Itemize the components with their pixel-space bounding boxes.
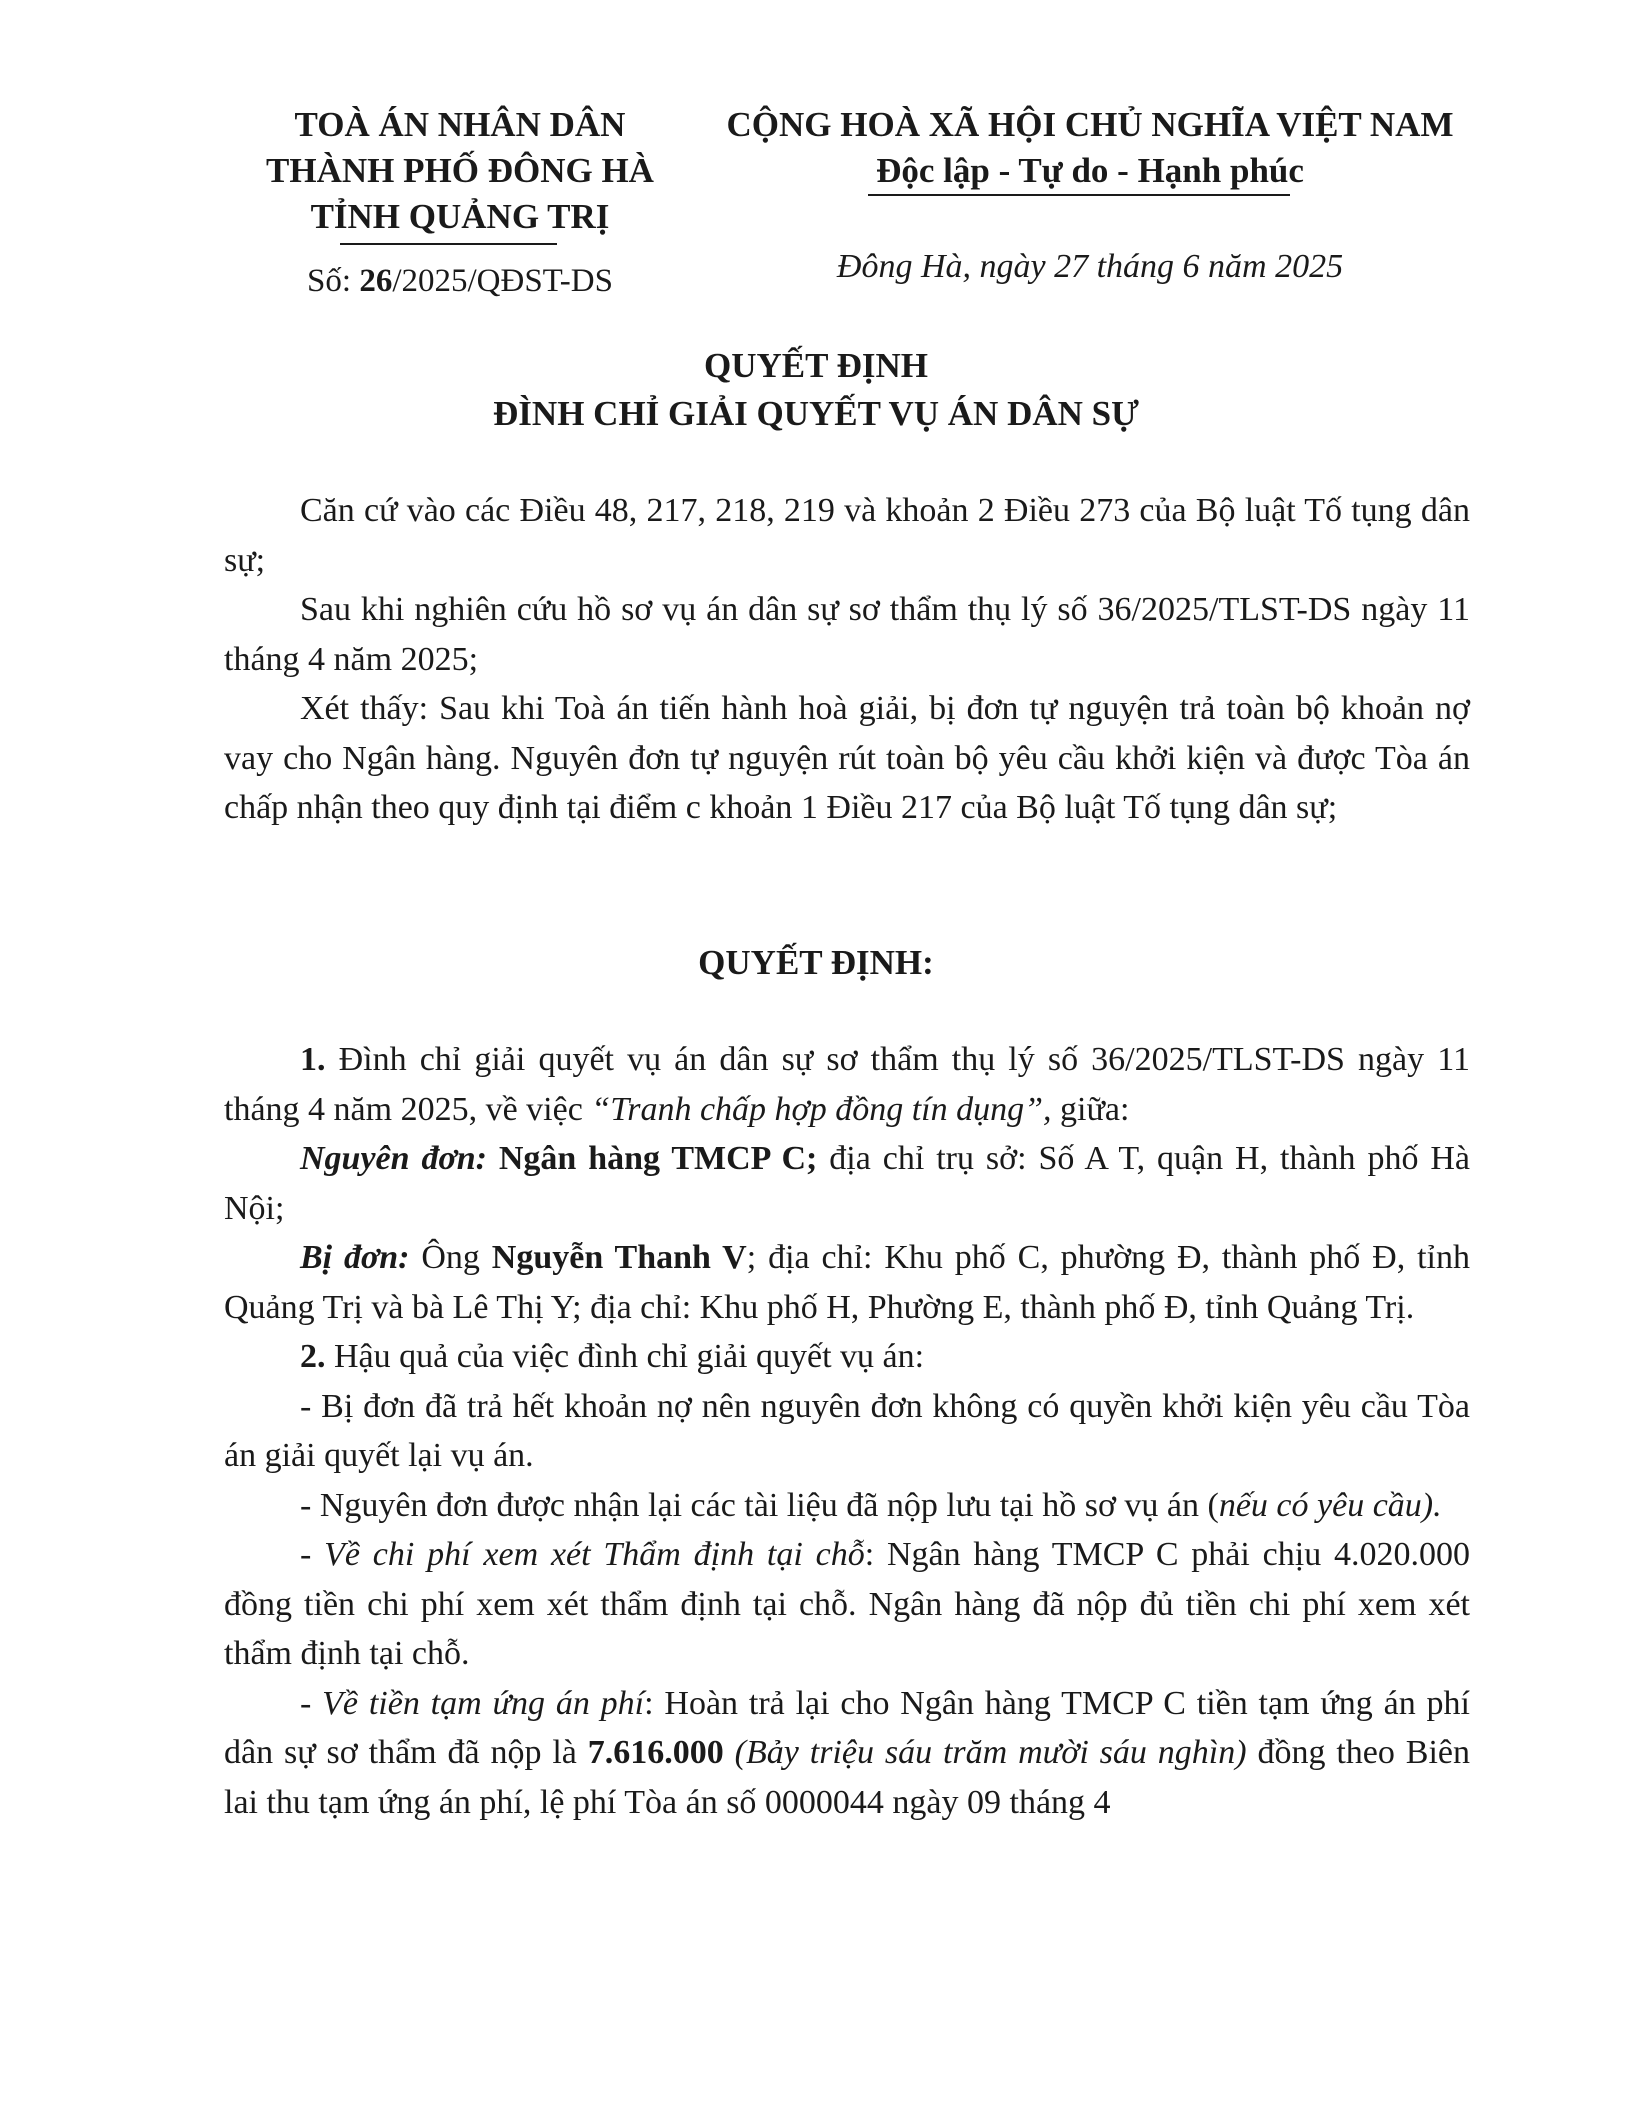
item-1-text-a: Đình chỉ giải quyết vụ án dân sự sơ thẩm thụ lý số 36/2025/TLST-DS ngày 11 tháng 4 năm 2025, về việc [224,1041,1470,1128]
court-header [240,102,680,240]
national-motto: Độc lập - Tự do - Hạnh phúc [876,151,1304,190]
decision-item-1 [224,1035,1470,1134]
consequence-4-text-b: đồng theo Biên lai thu tạm ứng án phí, lệ phí Tòa án số 0000044 ngày 09 tháng 4 [224,1734,1470,1821]
defendant-label: Bị đơn: [300,1239,410,1276]
item-1-dispute: “Tranh chấp hợp đồng tín dụng”, [591,1090,1052,1128]
consequence-2-text: - Nguyên đơn được nhận lại các tài liệu đã nộp lưu tại hồ sơ vụ án ( [300,1486,1219,1524]
plaintiff-address: địa chỉ trụ sở: Số A T, quận H, thành phố Hà Nội; [224,1140,1471,1227]
national-title: CỘNG HOÀ XÃ HỘI CHỦ NGHĨA VIỆT NAM [726,105,1454,144]
item-2-number: 2. [300,1338,326,1375]
consequence-4 [224,1679,1470,1828]
preamble-case-review: Sau khi nghiên cứu hồ sơ vụ án dân sự sơ thẩm thụ lý số 36/2025/TLST-DS ngày 11 tháng 4 năm 2025; [224,591,1470,678]
preamble-legal-basis: Căn cứ vào các Điều 48, 217, 218, 219 và khoản 2 Điều 273 của Bộ luật Tố tụng dân sự; [224,492,1470,579]
court-name-line3: TỈNH QUẢNG TRỊ [310,197,610,236]
consequence-4-amount-words: (Bảy triệu sáu trăm mười sáu nghìn) [723,1734,1247,1771]
consequence-3-label: - Về chi phí xem xét Thẩm định tại chỗ [300,1536,865,1573]
preamble-findings: Xét thấy: Sau khi Toà án tiến hành hoà giải, bị đơn tự nguyện trả toàn bộ khoản nợ vay cho Ngân hàng. Nguyên đơn tự nguyện rút toàn bộ yêu cầu khởi kiện và được Tòa án chấp nhận theo quy định tại điểm c khoản 1 Điều 217 của Bộ luật Tố tụng dân sự; [224,690,1470,826]
document-number [240,258,680,304]
defendant-paragraph [224,1233,1470,1332]
item-1-text-b: giữa: [1051,1090,1130,1128]
item-1-number: 1. [300,1041,326,1078]
consequence-3 [224,1530,1470,1679]
decision-item-2 [224,1332,1470,1382]
consequence-1: - Bị đơn đã trả hết khoản nợ nên nguyên đơn không có quyền khởi kiện yêu cầu Tòa án giải quyết lại vụ án. [224,1387,1470,1474]
defendant-text-b: ; địa chỉ: Khu phố C, phường Đ, thành phố Đ, tỉnh Quảng Trị và bà Lê Thị Y; địa chỉ: Khu phố H, Phường E, thành phố Đ, tỉnh Quảng Trị. [224,1239,1470,1326]
consequence-4-label: - Về tiền tạm ứng án phí [300,1684,645,1722]
decision-heading: QUYẾT ĐỊNH: [698,943,934,982]
document-number-prefix: Số: [307,263,360,299]
preamble [224,486,1470,833]
document-date: Đông Hà, ngày 27 tháng 6 năm 2025 [836,248,1344,285]
consequence-4-amount: 7.616.000 [587,1734,724,1771]
document-number-value: 26 [359,263,393,299]
court-name-line1: TOÀ ÁN NHÂN DÂN [294,105,626,144]
national-header [700,102,1480,194]
consequence-2 [224,1481,1470,1531]
document-title: QUYẾT ĐỊNH [704,346,928,385]
document-number-suffix: /2025/QĐST-DS [392,263,613,299]
court-underline [340,243,557,245]
plaintiff-paragraph [224,1134,1470,1233]
plaintiff-label: Nguyên đơn: [300,1140,487,1177]
defendant-name: Nguyễn Thanh V [491,1239,747,1276]
consequence-4-text-a: : Hoàn trả lại cho Ngân hàng TMCP C tiền tạm ứng án phí dân sự sơ thẩm đã nộp là [224,1684,1470,1771]
consequence-2-italic: nếu có yêu cầu). [1218,1486,1442,1524]
consequence-3-text: : Ngân hàng TMCP C phải chịu 4.020.000 đồng tiền chi phí xem xét thẩm định tại chỗ. Ngân hàng đã nộp đủ tiền chi phí xem xét thẩm định tại chỗ. [224,1536,1471,1672]
plaintiff-name: Ngân hàng TMCP C; [486,1140,818,1177]
defendant-text-a: Ông [409,1239,492,1276]
item-2-text: Hậu quả của việc đình chỉ giải quyết vụ án: [325,1338,925,1375]
decision-body [224,1035,1470,1827]
document-subtitle: ĐÌNH CHỈ GIẢI QUYẾT VỤ ÁN DÂN SỰ [493,394,1139,433]
court-name-line2: THÀNH PHỐ ĐÔNG HÀ [266,151,654,190]
motto-underline [868,194,1290,196]
